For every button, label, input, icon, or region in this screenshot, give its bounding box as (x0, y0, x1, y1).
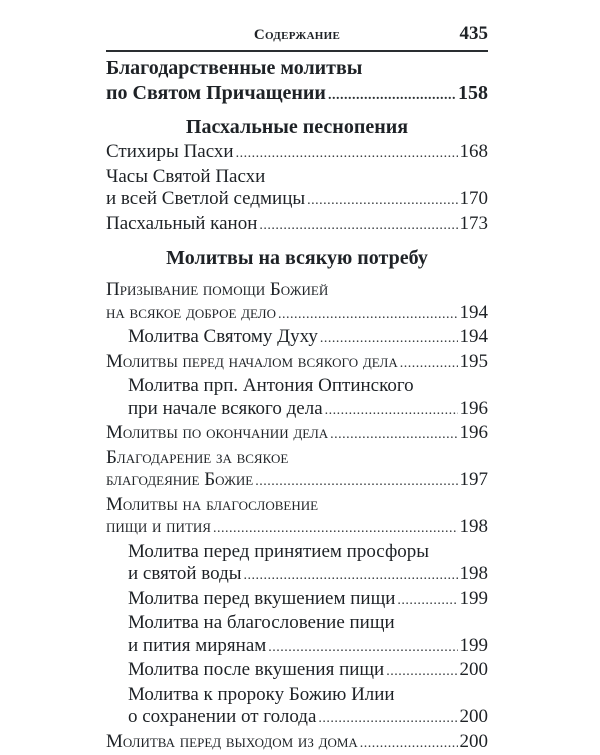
toc-page-number: 200 (460, 659, 489, 682)
toc-entry-title: Молитва к пророку Божию Илии (128, 684, 395, 707)
toc-entry[interactable] (106, 541, 488, 588)
dot-leader (236, 143, 458, 166)
dot-leader (325, 400, 458, 423)
dot-leader (330, 424, 457, 447)
toc-entry-title: Часы Святой Пасхи (106, 166, 265, 189)
page-number: 435 (460, 23, 489, 45)
toc-entry-title: Молитва на благословение пищи (128, 612, 395, 635)
dot-leader (318, 708, 457, 731)
dot-leader (397, 590, 457, 613)
toc-page-number: 194 (460, 302, 489, 325)
toc-entry-line (128, 588, 488, 613)
running-head-title: Содержание (106, 27, 488, 44)
toc-entry-line (106, 188, 488, 213)
toc-entry[interactable] (106, 326, 488, 351)
toc-entry[interactable] (106, 166, 488, 213)
dot-leader (268, 637, 457, 660)
toc-entry-title: Призывание помощи Божией (106, 279, 328, 302)
toc-entry-title: по Святом Причащении (106, 81, 326, 106)
toc-entry-title: пищи и пития (106, 516, 211, 539)
toc-entry[interactable] (106, 731, 488, 755)
toc-entry[interactable] (106, 351, 488, 376)
toc-entry-line (128, 635, 488, 660)
dot-leader (320, 328, 458, 351)
toc-entry-line (106, 516, 488, 541)
toc-entry-line (128, 684, 488, 707)
toc-entry[interactable] (106, 375, 488, 422)
toc-entry-line (128, 706, 488, 731)
toc-entry-title: Пасхальный канон (106, 213, 257, 236)
toc-entry-line (128, 326, 488, 351)
dot-leader (213, 518, 458, 541)
toc-entry-line (106, 81, 488, 108)
toc-entry[interactable] (106, 422, 488, 447)
toc-entry-title: и святой воды (128, 563, 242, 586)
toc-entry-line (106, 351, 488, 376)
toc-entry-title: Молитвы на благословение (106, 494, 318, 517)
toc-page-number: 158 (458, 81, 488, 106)
toc-entry-line (128, 375, 488, 398)
toc-entry-line (106, 141, 488, 166)
toc-entry-title: Благодарение за всякое (106, 447, 288, 470)
toc-page-number: 198 (460, 563, 489, 586)
toc-page-number: 195 (460, 351, 489, 374)
dot-leader (386, 661, 457, 684)
table-of-contents (106, 56, 488, 755)
toc-page-number: 196 (460, 422, 489, 445)
toc-page-number: 170 (460, 188, 489, 211)
toc-page-number: 200 (460, 731, 489, 754)
dot-leader (400, 353, 458, 376)
toc-page-number: 198 (460, 516, 489, 539)
toc-entry-title: Молитва перед принятием просфоры (128, 541, 429, 564)
toc-entry-line (128, 541, 488, 564)
dot-leader (244, 565, 458, 588)
dot-leader (255, 471, 457, 494)
toc-entry-title: на всякое доброе дело (106, 302, 276, 325)
toc-entry[interactable] (106, 213, 488, 238)
toc-page-number: 194 (460, 326, 489, 349)
dot-leader (259, 215, 457, 238)
toc-entry[interactable] (106, 141, 488, 166)
toc-entry[interactable] (106, 684, 488, 731)
toc-entry-title: Молитва перед выходом из дома (106, 731, 358, 754)
toc-entry[interactable] (106, 612, 488, 659)
toc-entry-line (106, 422, 488, 447)
toc-entry-title: Молитвы по окончании дела (106, 422, 328, 445)
toc-page-number: 197 (460, 469, 489, 492)
toc-entry-title: и пития мирянам (128, 635, 266, 658)
toc-page-number: 199 (460, 588, 489, 611)
toc-entry-line (106, 447, 488, 470)
toc-page-number: 168 (460, 141, 489, 164)
toc-entry-line (128, 563, 488, 588)
dot-leader (360, 733, 458, 755)
toc-entry-title: благодеяние Божие (106, 469, 253, 492)
toc-entry[interactable] (106, 447, 488, 494)
toc-entry-title: Молитва перед вкушением пищи (128, 588, 395, 611)
toc-entry-line (106, 56, 488, 81)
toc-entry-line (106, 213, 488, 238)
toc-entry-line (106, 494, 488, 517)
toc-page-number: 173 (460, 213, 489, 236)
toc-entry-line (106, 166, 488, 189)
toc-entry-line (128, 398, 488, 423)
toc-entry-line (106, 302, 488, 327)
toc-page-number: 199 (460, 635, 489, 658)
toc-entry[interactable] (106, 588, 488, 613)
toc-entry[interactable] (106, 56, 488, 108)
toc-entry-line (106, 469, 488, 494)
section-heading: Пасхальные песнопения (106, 115, 488, 140)
toc-entry-line (128, 659, 488, 684)
toc-entry-title: при начале всякого дела (128, 398, 323, 421)
toc-entry-title: и всей Светлой седмицы (106, 188, 305, 211)
toc-entry-line (106, 731, 488, 755)
toc-entry-title: Молитва после вкушения пищи (128, 659, 384, 682)
section-heading: Молитвы на всякую потребу (106, 246, 488, 271)
toc-entry[interactable] (106, 659, 488, 684)
dot-leader (328, 83, 456, 108)
toc-entry-line (128, 612, 488, 635)
toc-entry-title: о сохранении от голода (128, 706, 316, 729)
toc-entry-line (106, 279, 488, 302)
dot-leader (307, 190, 457, 213)
header-rule (106, 50, 488, 52)
toc-entry-title: Молитва прп. Антония Оптинского (128, 375, 414, 398)
toc-entry[interactable] (106, 494, 488, 541)
toc-entry-title: Молитва Святому Духу (128, 326, 318, 349)
dot-leader (278, 304, 458, 327)
toc-entry[interactable] (106, 279, 488, 326)
toc-page-number: 200 (460, 706, 489, 729)
toc-entry-title: Стихиры Пасхи (106, 141, 234, 164)
toc-page-number: 196 (460, 398, 489, 421)
toc-entry-title: Молитвы перед началом всякого дела (106, 351, 398, 374)
running-head (106, 23, 488, 47)
toc-entry-title: Благодарственные молитвы (106, 56, 362, 81)
